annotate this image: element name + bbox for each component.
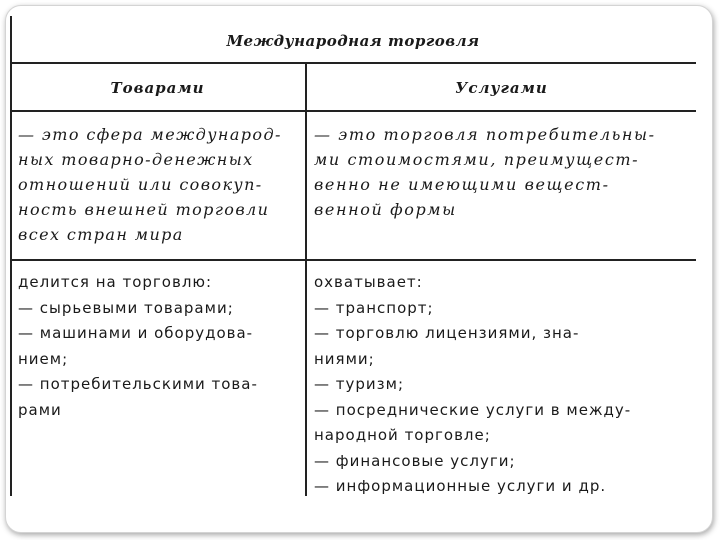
text-line: — туризм;: [314, 375, 404, 393]
services-detail-cell: [314, 270, 631, 500]
text-line: — потребительскими това-: [18, 375, 258, 393]
column-header-services: Услугами: [455, 79, 548, 97]
text-line: — это торговля потребительны-: [314, 125, 656, 144]
column-header-goods: Товарами: [110, 79, 205, 97]
text-line: — машинами и оборудова-: [18, 324, 254, 342]
services-definition-cell: [314, 122, 656, 222]
text-line: охватывает:: [314, 273, 423, 291]
text-line: — посреднические услуги в между-: [314, 400, 632, 419]
text-line: — информационные услуги и др.: [314, 477, 607, 495]
text-line: — финансовые услуги;: [314, 451, 516, 470]
text-line: народной торговле;: [314, 426, 491, 444]
header-bottom-rule: [10, 110, 696, 112]
text-line: ных товарно-денежных: [18, 150, 254, 169]
text-line: венно не имеющими вещест-: [314, 175, 610, 194]
table-title: Международная торговля: [226, 32, 480, 50]
text-line: делится на торговлю:: [18, 273, 213, 291]
text-line: — это сфера международ-: [18, 125, 282, 144]
row-divider: [10, 259, 696, 261]
goods-definition-cell: [18, 122, 282, 247]
column-divider: [305, 62, 307, 496]
text-line: всех стран мира: [18, 225, 184, 244]
text-line: ность внешней торговли: [18, 200, 270, 219]
text-line: рами: [18, 400, 62, 419]
text-line: венной формы: [314, 200, 457, 219]
text-line: — торговлю лицензиями, зна-: [314, 324, 580, 342]
title-bottom-rule: [10, 62, 696, 64]
text-line: ниями;: [314, 349, 375, 368]
text-line: нием;: [18, 349, 69, 368]
text-line: — сырьевыми товарами;: [18, 298, 234, 317]
text-line: — транспорт;: [314, 298, 434, 317]
text-line: ми стоимостями, преимущест-: [314, 150, 640, 169]
scanned-table: [8, 14, 698, 496]
text-line: отношений или совокуп-: [18, 175, 263, 194]
goods-detail-cell: [18, 270, 258, 423]
